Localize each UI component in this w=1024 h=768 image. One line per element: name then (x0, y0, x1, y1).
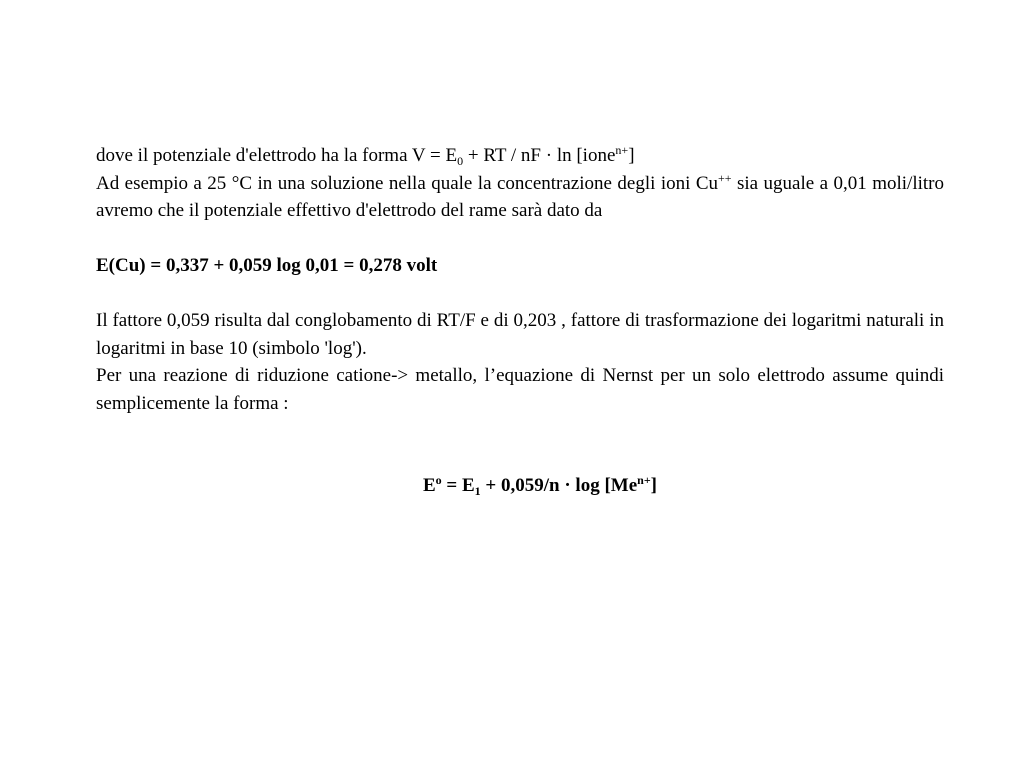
nernst-eq-body: + 0,059/n · log [Me (480, 475, 638, 496)
example-paragraph (96, 170, 944, 225)
example-text-end: sia uguale a 0,01 moli/litro avremo che il potenziale effettivo d'elettrodo del rame sarà dato da (96, 172, 944, 221)
spacer (96, 225, 944, 253)
subscript-one: 1 (474, 484, 481, 498)
nernst-eq-e: E (422, 475, 436, 496)
example-text: Ad esempio a 25 °C in una soluzione nella quale la concentrazione degli ioni Cu (96, 172, 718, 194)
superscript-plus-plus: ++ (718, 170, 732, 185)
slide-content (96, 142, 944, 500)
subscript-zero: 0 (457, 154, 464, 168)
superscript-n-plus: n+ (615, 143, 629, 157)
intro-text: dove il potenziale d'elettrodo ha la forma V = E (96, 145, 458, 166)
nernst-eq-equals: = E (441, 475, 475, 496)
nernst-paragraph: Per una reazione di riduzione catione-> metallo, l’equazione di Nernst per un solo elettrodo assume quindi semplicemente la forma : (96, 365, 944, 414)
superscript-o: o (435, 473, 442, 487)
spacer (96, 417, 944, 472)
factor-paragraph: Il fattore 0,059 risulta dal conglobamento di RT/F e di 0,203 , fattore di trasformazione dei logaritmi naturali in logaritmi in base 10 (simbolo 'log'). (96, 310, 944, 359)
intro-line (96, 142, 944, 170)
spacer (96, 280, 944, 308)
nernst-equation (96, 472, 944, 500)
nernst-eq-close: ] (650, 475, 657, 496)
intro-text-close: ] (628, 145, 635, 166)
superscript-n-plus: n+ (637, 473, 651, 487)
intro-text-formula: + RT / nF · ln [ione (463, 145, 616, 166)
copper-equation: E(Cu) = 0,337 + 0,059 log 0,01 = 0,278 volt (96, 255, 438, 276)
